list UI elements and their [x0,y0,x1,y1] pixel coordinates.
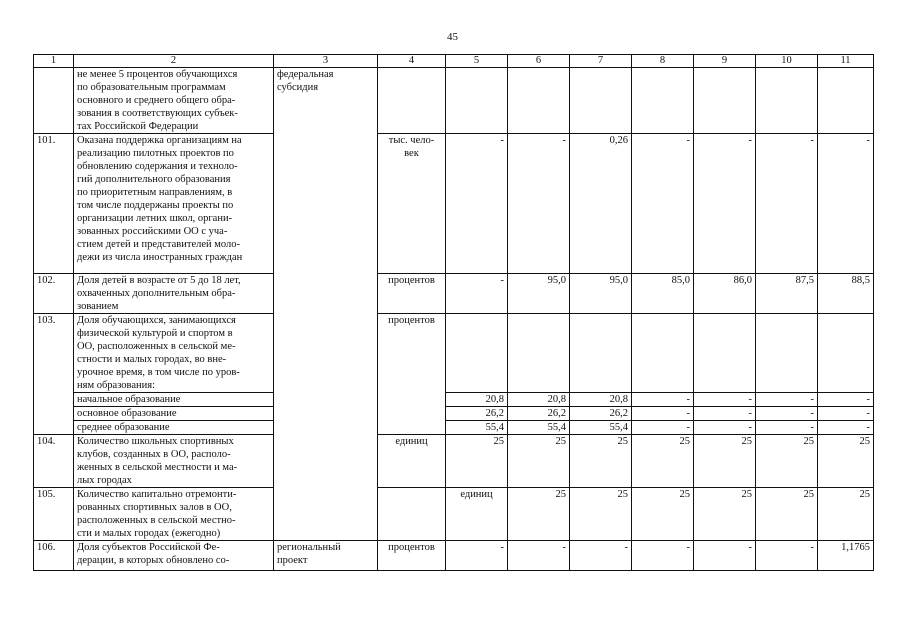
value-cell: - [570,541,632,571]
value-cell [446,68,508,134]
value-cell: 26,2 [570,407,632,421]
col-header-3: 3 [274,55,378,68]
value-cell: - [694,407,756,421]
table-row [34,435,874,488]
value-cell [508,68,570,134]
col-header-2: 2 [74,55,274,68]
row-unit: процентов [378,314,446,435]
funding-source: федеральная субсидия [274,68,378,541]
col-header-10: 10 [756,55,818,68]
value-cell: 85,0 [632,274,694,314]
row-index: 106. [34,541,74,571]
row-unit [378,68,446,134]
row-index: 103. [34,314,74,435]
row-description: основное образование [74,407,274,421]
value-cell: - [694,393,756,407]
value-cell: 25 [818,488,874,541]
row-description: среднее образование [74,421,274,435]
value-cell: - [632,134,694,274]
value-cell: 25 [508,435,570,488]
value-cell: 55,4 [508,421,570,435]
col-header-1: 1 [34,55,74,68]
col-header-8: 8 [632,55,694,68]
value-cell [694,314,756,393]
value-cell: - [632,541,694,571]
value-cell: - [446,541,508,571]
header-row [34,55,874,68]
funding-source-cont [378,488,446,541]
value-cell [508,314,570,393]
row-unit: процентов [378,541,446,571]
value-cell: 55,4 [570,421,632,435]
value-cell: - [818,421,874,435]
value-cell: - [756,407,818,421]
row-unit: единиц [446,488,508,541]
row-index: 104. [34,435,74,488]
col-header-6: 6 [508,55,570,68]
row-description: Доля обучающихся, занимающихся физической культурой и спортом в ОО, расположенных в сельской ме- стности и малых городах, во вне- урочное время, в том числе по уров- ням образования: [74,314,274,393]
col-header-4: 4 [378,55,446,68]
row-description: Количество школьных спортивных клубов, созданных в ОО, располо- женных в сельской местности и ма- лых городах [74,435,274,488]
value-cell [756,314,818,393]
value-cell: 25 [570,435,632,488]
table-row [34,421,874,435]
value-cell [632,314,694,393]
value-cell [818,68,874,134]
value-cell: 25 [508,488,570,541]
value-cell [818,314,874,393]
indicators-table [33,54,874,571]
table-row [34,314,874,393]
value-cell: 25 [756,488,818,541]
row-description: не менее 5 процентов обучающихся по образовательным программам основного и среднего общего обра- зования в соответствующих субъек- тах Российской Федерации [74,68,274,134]
value-cell: 25 [756,435,818,488]
table-row [34,68,874,134]
row-unit: процентов [378,274,446,314]
value-cell: - [756,541,818,571]
row-unit: единиц [378,435,446,488]
row-description: начальное образование [74,393,274,407]
value-cell: 86,0 [694,274,756,314]
value-cell: 55,4 [446,421,508,435]
value-cell: 0,26 [570,134,632,274]
value-cell: 25 [570,488,632,541]
value-cell: 25 [694,435,756,488]
table-row [34,541,874,571]
row-description: Оказана поддержка организациям на реализацию пилотных проектов по обновлению содержания и техноло- гий дополнительного образования по приоритетным направлениям, в том числе поддержаны проекты по организации летних школ, органи- зованных российскими ОО с уча- стием детей и представителей моло- дежи из числа иностранных граждан [74,134,274,274]
row-index: 105. [34,488,74,541]
value-cell: - [818,393,874,407]
table-row [34,134,874,274]
value-cell: 20,8 [570,393,632,407]
table-row [34,393,874,407]
row-index [34,68,74,134]
value-cell: - [446,134,508,274]
value-cell: - [694,421,756,435]
value-cell: 25 [818,435,874,488]
value-cell: 26,2 [508,407,570,421]
value-cell: 25 [632,435,694,488]
value-cell: 1,1765 [818,541,874,571]
value-cell: 25 [694,488,756,541]
row-unit: тыс. чело- век [378,134,446,274]
table-row [34,274,874,314]
value-cell: 20,8 [508,393,570,407]
table-row [34,488,874,541]
value-cell: - [818,407,874,421]
value-cell: - [818,134,874,274]
page-number: 45 [447,31,458,43]
row-index: 101. [34,134,74,274]
value-cell: - [694,541,756,571]
value-cell: 88,5 [818,274,874,314]
value-cell: - [756,393,818,407]
row-description: Доля детей в возрасте от 5 до 18 лет, охваченных дополнительным обра- зованием [74,274,274,314]
value-cell: - [632,393,694,407]
value-cell [446,314,508,393]
value-cell: - [508,541,570,571]
value-cell: 25 [446,435,508,488]
col-header-11: 11 [818,55,874,68]
col-header-5: 5 [446,55,508,68]
table-row [34,407,874,421]
value-cell: 95,0 [570,274,632,314]
value-cell: - [756,134,818,274]
value-cell: - [632,407,694,421]
col-header-9: 9 [694,55,756,68]
value-cell: - [446,274,508,314]
value-cell: 95,0 [508,274,570,314]
value-cell: 26,2 [446,407,508,421]
row-description: Доля субъектов Российской Фе- дерации, в которых обновлено со- [74,541,274,571]
value-cell: 20,8 [446,393,508,407]
row-index: 102. [34,274,74,314]
value-cell: - [508,134,570,274]
value-cell: 87,5 [756,274,818,314]
value-cell: - [632,421,694,435]
value-cell: - [694,134,756,274]
funding-source-regional: региональный проект [274,541,378,571]
value-cell [694,68,756,134]
value-cell: 25 [632,488,694,541]
value-cell [570,68,632,134]
value-cell [632,68,694,134]
col-header-7: 7 [570,55,632,68]
value-cell [756,68,818,134]
value-cell: - [756,421,818,435]
row-description: Количество капитально отремонти- рованных спортивных залов в ОО, расположенных в сельской местно- сти и малых городах (ежегодно) [74,488,274,541]
value-cell [570,314,632,393]
